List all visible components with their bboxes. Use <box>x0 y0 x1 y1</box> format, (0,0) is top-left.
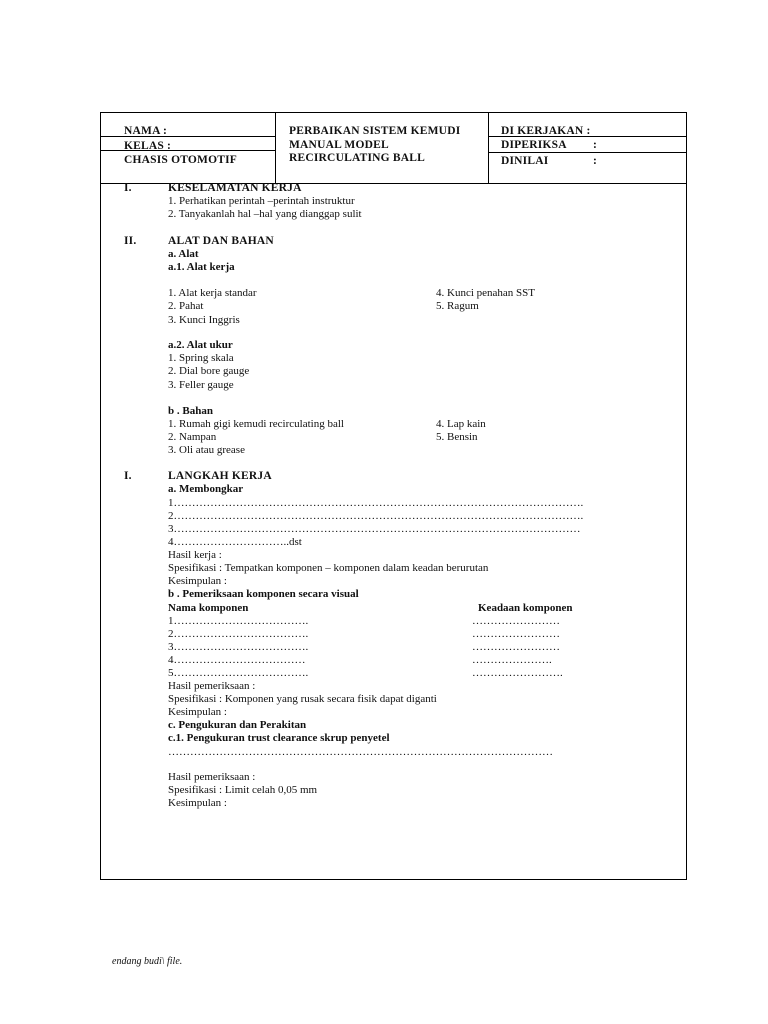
c1-dotted-line: …………………………………………………………………………………………… <box>168 746 553 758</box>
spesifikasi-a: Spesifikasi : Tempatkan komponen – komponen dalam keadan berurutan <box>168 562 489 574</box>
komponen-line-4: 4……………………………… <box>168 654 306 666</box>
chasis-label: CHASIS OTOMOTIF <box>124 154 238 166</box>
title-line-3: RECIRCULATING BALL <box>289 152 425 164</box>
header-table <box>101 113 686 184</box>
keadaan-line-1: …………………… <box>472 615 560 627</box>
keadaan-line-3: …………………… <box>472 641 560 653</box>
title-line-2: MANUAL MODEL <box>289 139 389 151</box>
section-1-number: I. <box>124 182 132 194</box>
keadaan-line-5: ……………………. <box>472 667 563 679</box>
diperiksa-label: DIPERIKSA <box>501 139 567 151</box>
komponen-line-1: 1………………………………. <box>168 615 309 627</box>
nama-label: NAMA : <box>124 125 168 137</box>
worksheet-frame <box>100 112 687 880</box>
bahan-item-5: 5. Bensin <box>436 431 478 443</box>
spesifikasi-b: Spesifikasi : Komponen yang rusak secara fisik dapat diganti <box>168 693 437 705</box>
nama-komponen-header: Nama komponen <box>168 602 249 614</box>
alat-kerja-item-4: 4. Kunci penahan SST <box>436 287 535 299</box>
s1-item-2: 2. Tanyakanlah hal –hal yang dianggap sulit <box>168 208 362 220</box>
alat-kerja-item-1: 1. Alat kerja standar <box>168 287 257 299</box>
s2-a1-heading: a.1. Alat kerja <box>168 261 235 273</box>
membongkar-line-1: 1…………………………………………………………………………………………………. <box>168 497 584 509</box>
title-line-1: PERBAIKAN SISTEM KEMUDI <box>289 125 461 137</box>
s3-c-heading: c. Pengukuran dan Perakitan <box>168 719 307 731</box>
footer-note: endang budi\ file. <box>112 956 183 967</box>
kesimpulan-b: Kesimpulan : <box>168 706 227 718</box>
komponen-line-3: 3………………………………. <box>168 641 309 653</box>
hasil-kerja-label: Hasil kerja : <box>168 549 222 561</box>
alat-ukur-item-1: 1. Spring skala <box>168 352 234 364</box>
s3-b-heading: b . Pemeriksaan komponen secara visual <box>168 588 359 600</box>
section-1-title: KESELAMATAN KERJA <box>168 182 302 194</box>
komponen-line-5: 5………………………………. <box>168 667 309 679</box>
alat-kerja-item-2: 2. Pahat <box>168 300 204 312</box>
bahan-item-4: 4. Lap kain <box>436 418 486 430</box>
kelas-label: KELAS : <box>124 140 172 152</box>
komponen-line-2: 2………………………………. <box>168 628 309 640</box>
s2-a2-heading: a.2. Alat ukur <box>168 339 233 351</box>
section-3-number: I. <box>124 470 132 482</box>
s3-a-heading: a. Membongkar <box>168 483 244 495</box>
membongkar-line-3: 3………………………………………………………………………………………………… <box>168 523 581 535</box>
keadaan-komponen-header: Keadaan komponen <box>478 602 573 614</box>
membongkar-line-2: 2…………………………………………………………………………………………………. <box>168 510 584 522</box>
bahan-item-1: 1. Rumah gigi kemudi recirculating ball <box>168 418 344 430</box>
s3-c1-heading: c.1. Pengukuran trust clearance skrup penyetel <box>168 732 390 744</box>
section-2-title: ALAT DAN BAHAN <box>168 235 274 247</box>
section-2-number: II. <box>124 235 137 247</box>
bahan-item-3: 3. Oli atau grease <box>168 444 245 456</box>
dinilai-label: DINILAI <box>501 155 549 167</box>
diperiksa-colon: : <box>593 139 598 151</box>
alat-kerja-item-3: 3. Kunci Inggris <box>168 314 240 326</box>
alat-ukur-item-2: 2. Dial bore gauge <box>168 365 250 377</box>
s1-item-1: 1. Perhatikan perintah –perintah instruktur <box>168 195 355 207</box>
header-divider-2 <box>488 113 489 183</box>
bahan-item-2: 2. Nampan <box>168 431 217 443</box>
spesifikasi-c: Spesifikasi : Limit celah 0,05 mm <box>168 784 318 796</box>
header-divider-1 <box>275 113 276 183</box>
keadaan-line-4: …………………. <box>472 654 552 666</box>
hasil-pemeriksaan-b: Hasil pemeriksaan : <box>168 680 256 692</box>
alat-kerja-item-5: 5. Ragum <box>436 300 479 312</box>
kesimpulan-c: Kesimpulan : <box>168 797 227 809</box>
dinilai-colon: : <box>593 155 598 167</box>
alat-ukur-item-3: 3. Feller gauge <box>168 379 234 391</box>
s2-b-heading: b . Bahan <box>168 405 213 417</box>
hasil-pemeriksaan-c: Hasil pemeriksaan : <box>168 771 256 783</box>
kesimpulan-a: Kesimpulan : <box>168 575 227 587</box>
section-3-title: LANGKAH KERJA <box>168 470 272 482</box>
s2-a-heading: a. Alat <box>168 248 199 260</box>
dikerjakan-label: DI KERJAKAN : <box>501 125 591 137</box>
keadaan-line-2: …………………… <box>472 628 560 640</box>
header-row-line-right-2 <box>488 152 686 153</box>
membongkar-line-4: 4…………………………..dst <box>168 536 302 548</box>
